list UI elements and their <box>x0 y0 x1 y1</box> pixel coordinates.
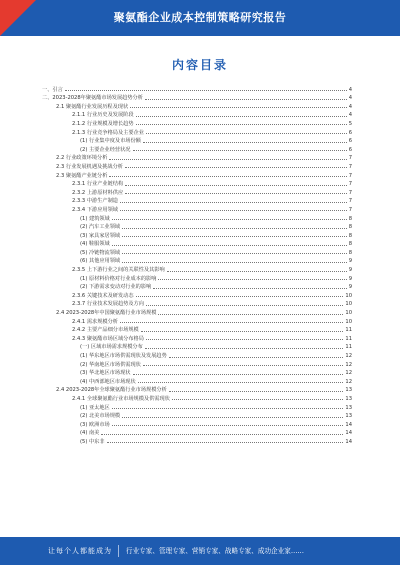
toc-leader-dots <box>120 322 343 323</box>
toc-entry-text: 2.3.7 行业技术发展趋势及方向 <box>72 301 144 308</box>
toc-entry-page: 10 <box>345 301 352 308</box>
toc-entry-text: (2) 下游需求变动对行业的影响 <box>80 284 152 291</box>
toc-leader-dots <box>136 296 344 297</box>
toc-leader-dots <box>141 331 344 332</box>
toc-entry[interactable] <box>42 110 352 119</box>
toc-entry-page: 7 <box>348 189 352 196</box>
toc-entry[interactable] <box>42 196 352 205</box>
toc-entry-text: 2.3.2 上游原材料供应 <box>72 189 124 196</box>
toc-entry[interactable] <box>42 161 352 170</box>
toc-entry-text: (2) 主要企业经营状况 <box>80 146 131 153</box>
toc-entry[interactable] <box>42 93 352 102</box>
toc-entry-page: 13 <box>345 395 352 402</box>
toc-leader-dots <box>125 167 347 168</box>
toc-entry[interactable] <box>42 359 352 368</box>
toc-leader-dots <box>112 425 344 426</box>
toc-leader-dots <box>122 228 347 229</box>
toc-entry-page: 11 <box>345 344 352 351</box>
toc-entry-text: 2.1.3 行业竞争格局及主要企业 <box>72 129 144 136</box>
toc-entry-text: 2.2 行业政策环境分析 <box>56 155 108 162</box>
toc-leader-dots <box>167 271 347 272</box>
toc-leader-dots <box>169 391 344 392</box>
toc-entry-text: 2.4.1 需求规模分析 <box>72 318 118 325</box>
toc-entry-text: 2.3.1 行业产业链结构 <box>72 181 124 188</box>
toc-entry-page: 14 <box>345 430 352 437</box>
toc-entry-page: 7 <box>348 206 352 213</box>
toc-entry[interactable] <box>42 299 352 308</box>
toc-leader-dots <box>136 116 347 117</box>
toc-entry-text: 2.4.2 主要产品细分市场规模 <box>72 327 139 334</box>
toc-entry[interactable] <box>42 385 352 394</box>
toc-entry-text: (5) 冷链物流领域 <box>80 249 121 256</box>
toc-entry[interactable] <box>42 290 352 299</box>
toc-leader-dots <box>125 185 347 186</box>
footer-slogan: 让每个人都能成为 <box>48 547 112 555</box>
toc-entry-page: 8 <box>348 232 352 239</box>
toc-entry[interactable] <box>42 127 352 136</box>
toc-entry[interactable] <box>42 393 352 402</box>
toc-leader-dots <box>136 124 347 125</box>
toc-entry-page: 8 <box>348 215 352 222</box>
toc-entry-page: 4 <box>348 86 352 93</box>
toc-entry[interactable] <box>42 411 352 420</box>
toc-entry[interactable] <box>42 325 352 334</box>
toc-entry-page: 10 <box>345 292 352 299</box>
toc-entry-page: 6 <box>348 146 352 153</box>
toc-entry[interactable] <box>42 222 352 231</box>
toc-entry[interactable] <box>42 230 352 239</box>
toc-leader-dots <box>143 365 344 366</box>
toc-entry-text: (1) 建筑领域 <box>80 215 110 222</box>
toc-entry-text: (1) 原材料价格对行业成本的影响 <box>80 275 157 282</box>
toc-entry[interactable] <box>42 273 352 282</box>
toc-entry-text: 2.4.3 聚氨酯市场区域分布格局 <box>72 335 144 342</box>
toc-entry-page: 4 <box>348 103 352 110</box>
toc-entry[interactable] <box>42 402 352 411</box>
toc-entry[interactable] <box>42 136 352 145</box>
toc-leader-dots <box>153 288 346 289</box>
toc-leader-dots <box>122 253 347 254</box>
toc-entry-page: 12 <box>345 361 352 368</box>
toc-entry-page: 8 <box>348 249 352 256</box>
toc-entry[interactable] <box>42 264 352 273</box>
toc-entry[interactable] <box>42 436 352 445</box>
toc-entry-text: (1) 华东地区市场供需现状及发展趋势 <box>80 353 167 359</box>
toc-entry-text: (一) 区域市场需求规模分布 <box>80 344 143 351</box>
toc-leader-dots <box>122 262 347 263</box>
toc-entry-text: 二、2023-2028年聚氨酯市场发展趋势分析 <box>42 95 143 102</box>
toc-leader-dots <box>107 442 344 443</box>
toc-entry-page: 13 <box>345 387 352 394</box>
toc-entry[interactable] <box>42 179 352 188</box>
toc-entry[interactable] <box>42 350 352 359</box>
toc-leader-dots <box>65 90 347 91</box>
toc-entry-text: (4) 鞋服领域 <box>80 241 110 248</box>
toc-entry-page: 7 <box>348 198 352 205</box>
toc-entry-page: 14 <box>345 438 352 445</box>
toc-entry-page: 13 <box>345 404 352 411</box>
toc-leader-dots <box>146 339 343 340</box>
toc-entry-text: (2) 华南地区市场供需现状 <box>80 361 141 368</box>
toc-leader-dots <box>145 348 344 349</box>
toc-entry-text: 2.1 聚氨酯行业发展历程及现状 <box>56 103 129 110</box>
toc-entry-text: 2.3.6 关键技术及研发动态 <box>72 292 134 299</box>
toc-entry-page: 7 <box>348 155 352 162</box>
toc-entry-page: 7 <box>348 163 352 170</box>
toc-leader-dots <box>146 133 347 134</box>
toc-entry-text: 一、引言 <box>42 86 63 93</box>
toc-leader-dots <box>112 219 347 220</box>
toc-entry[interactable] <box>42 316 352 325</box>
toc-entry-text: 2.1.2 行业规模及增长趋势 <box>72 120 134 127</box>
toc-leader-dots <box>112 245 347 246</box>
toc-entry[interactable] <box>42 204 352 213</box>
toc-leader-dots <box>172 399 344 400</box>
toc-entry-page: 8 <box>348 224 352 231</box>
toc-entry-page: 4 <box>348 95 352 102</box>
toc-entry-text: 2.3 聚氨酯产业链分析 <box>56 172 108 179</box>
toc-entry-page: 9 <box>348 284 352 291</box>
toc-leader-dots <box>158 314 343 315</box>
toc-entry[interactable] <box>42 247 352 256</box>
toc-entry-page: 8 <box>348 241 352 248</box>
toc-entry-text: 2.3.4 下游应用领域 <box>72 206 118 213</box>
toc-entry-text: 2.3.5 上下游行业之间的关联性及其影响 <box>72 267 165 274</box>
toc-entry[interactable] <box>42 118 352 127</box>
toc-leader-dots <box>133 374 344 375</box>
toc-leader-dots <box>101 434 343 435</box>
toc-entry-page: 6 <box>348 138 352 145</box>
toc-entry-text: (3) 华北地区市场现状 <box>80 370 131 377</box>
toc-entry-text: (1) 行业集中度及市场份额 <box>80 138 141 145</box>
toc-entry[interactable] <box>42 307 352 316</box>
toc-entry-page: 12 <box>345 353 352 359</box>
toc-leader-dots <box>146 305 343 306</box>
footer-tagline: 行业专家、管理专家、营销专家、战略专家、成功企业家…… <box>126 547 305 555</box>
toc-leader-dots <box>109 159 346 160</box>
toc-entry-text: (2) 汽车工业领域 <box>80 224 121 231</box>
toc-entry-page: 14 <box>345 421 352 428</box>
toc-entry-page: 10 <box>345 318 352 325</box>
toc-leader-dots <box>109 176 346 177</box>
toc-entry[interactable] <box>42 153 352 162</box>
toc-entry[interactable] <box>42 187 352 196</box>
toc-entry-page: 6 <box>348 129 352 136</box>
toc-entry-text: 2.3.3 中游生产制造 <box>72 198 118 205</box>
toc-leader-dots <box>122 236 347 237</box>
toc-entry[interactable] <box>42 170 352 179</box>
toc-leader-dots <box>145 99 347 100</box>
toc-leader-dots <box>158 279 346 280</box>
toc-entry-text: (2) 北美市场规模 <box>80 413 121 420</box>
toc-entry-page: 7 <box>348 181 352 188</box>
toc-leader-dots <box>138 382 344 383</box>
toc-entry-page: 10 <box>345 310 352 317</box>
toc-leader-dots <box>112 408 344 409</box>
toc-leader-dots <box>122 417 343 418</box>
report-title: 聚氨酯企业成本控制策略研究报告 <box>113 11 287 24</box>
toc-entry[interactable] <box>42 282 352 291</box>
toc-entry[interactable] <box>42 333 352 342</box>
toc-entry-text: (1) 亚太地区 <box>80 404 110 411</box>
toc-entry-text: 2.1.1 行业历史及发展阶段 <box>72 112 134 119</box>
toc-entry-text: 2.4 2023-2028年中国聚氨酯行业市场规模 <box>56 310 157 317</box>
toc-entry-page: 7 <box>348 172 352 179</box>
toc-entry[interactable] <box>42 101 352 110</box>
toc-leader-dots <box>133 150 347 151</box>
toc-entry[interactable] <box>42 342 352 351</box>
toc-entry[interactable] <box>42 428 352 437</box>
toc-entry-page: 13 <box>345 413 352 420</box>
toc-entry-text: (3) 家具家居领域 <box>80 232 121 239</box>
toc-entry[interactable] <box>42 239 352 248</box>
toc-entry-text: (6) 其他应用领域 <box>80 258 121 265</box>
toc-entry-page: 9 <box>348 275 352 282</box>
toc-entry[interactable] <box>42 256 352 265</box>
toc-entry-page: 9 <box>348 267 352 274</box>
toc-entry-text: (4) 中西部地区市场现状 <box>80 378 136 385</box>
toc-entry[interactable] <box>42 84 352 93</box>
toc-entry-text: 2.4 2023-2028年全球聚氨酯行业市场规模分析 <box>56 387 167 394</box>
toc-entry[interactable] <box>42 376 352 385</box>
toc-entry-text: (5) 中东非 <box>80 438 105 445</box>
toc-entry-page: 11 <box>345 327 352 334</box>
toc-entry[interactable] <box>42 368 352 377</box>
toc-entry[interactable] <box>42 419 352 428</box>
toc-leader-dots <box>120 210 347 211</box>
toc-entry-page: 9 <box>348 258 352 265</box>
toc-entry[interactable] <box>42 213 352 222</box>
toc-entry-text: 2.4.1 全球聚氨酯行业市场规模及供需现状 <box>72 395 170 402</box>
footer-divider <box>118 545 119 557</box>
toc-title: 内容目录 <box>171 58 228 72</box>
footer-bar <box>0 537 400 565</box>
toc-leader-dots <box>143 142 347 143</box>
toc-entry-page: 5 <box>348 120 352 127</box>
toc-leader-dots <box>125 193 347 194</box>
toc-entry-text: 2.3 行业发展机遇及挑战分析 <box>56 163 123 170</box>
toc-entry[interactable] <box>42 144 352 153</box>
toc-entry-text: (3) 欧洲市场 <box>80 421 110 428</box>
toc-entry-page: 4 <box>348 112 352 119</box>
table-of-contents <box>42 84 352 445</box>
toc-entry-text: (4) 南美 <box>80 430 100 437</box>
toc-entry-page: 12 <box>345 378 352 385</box>
toc-entry-page: 12 <box>345 370 352 377</box>
toc-leader-dots <box>130 107 347 108</box>
toc-leader-dots <box>120 202 347 203</box>
toc-entry-page: 11 <box>345 335 352 342</box>
toc-leader-dots <box>169 357 344 358</box>
